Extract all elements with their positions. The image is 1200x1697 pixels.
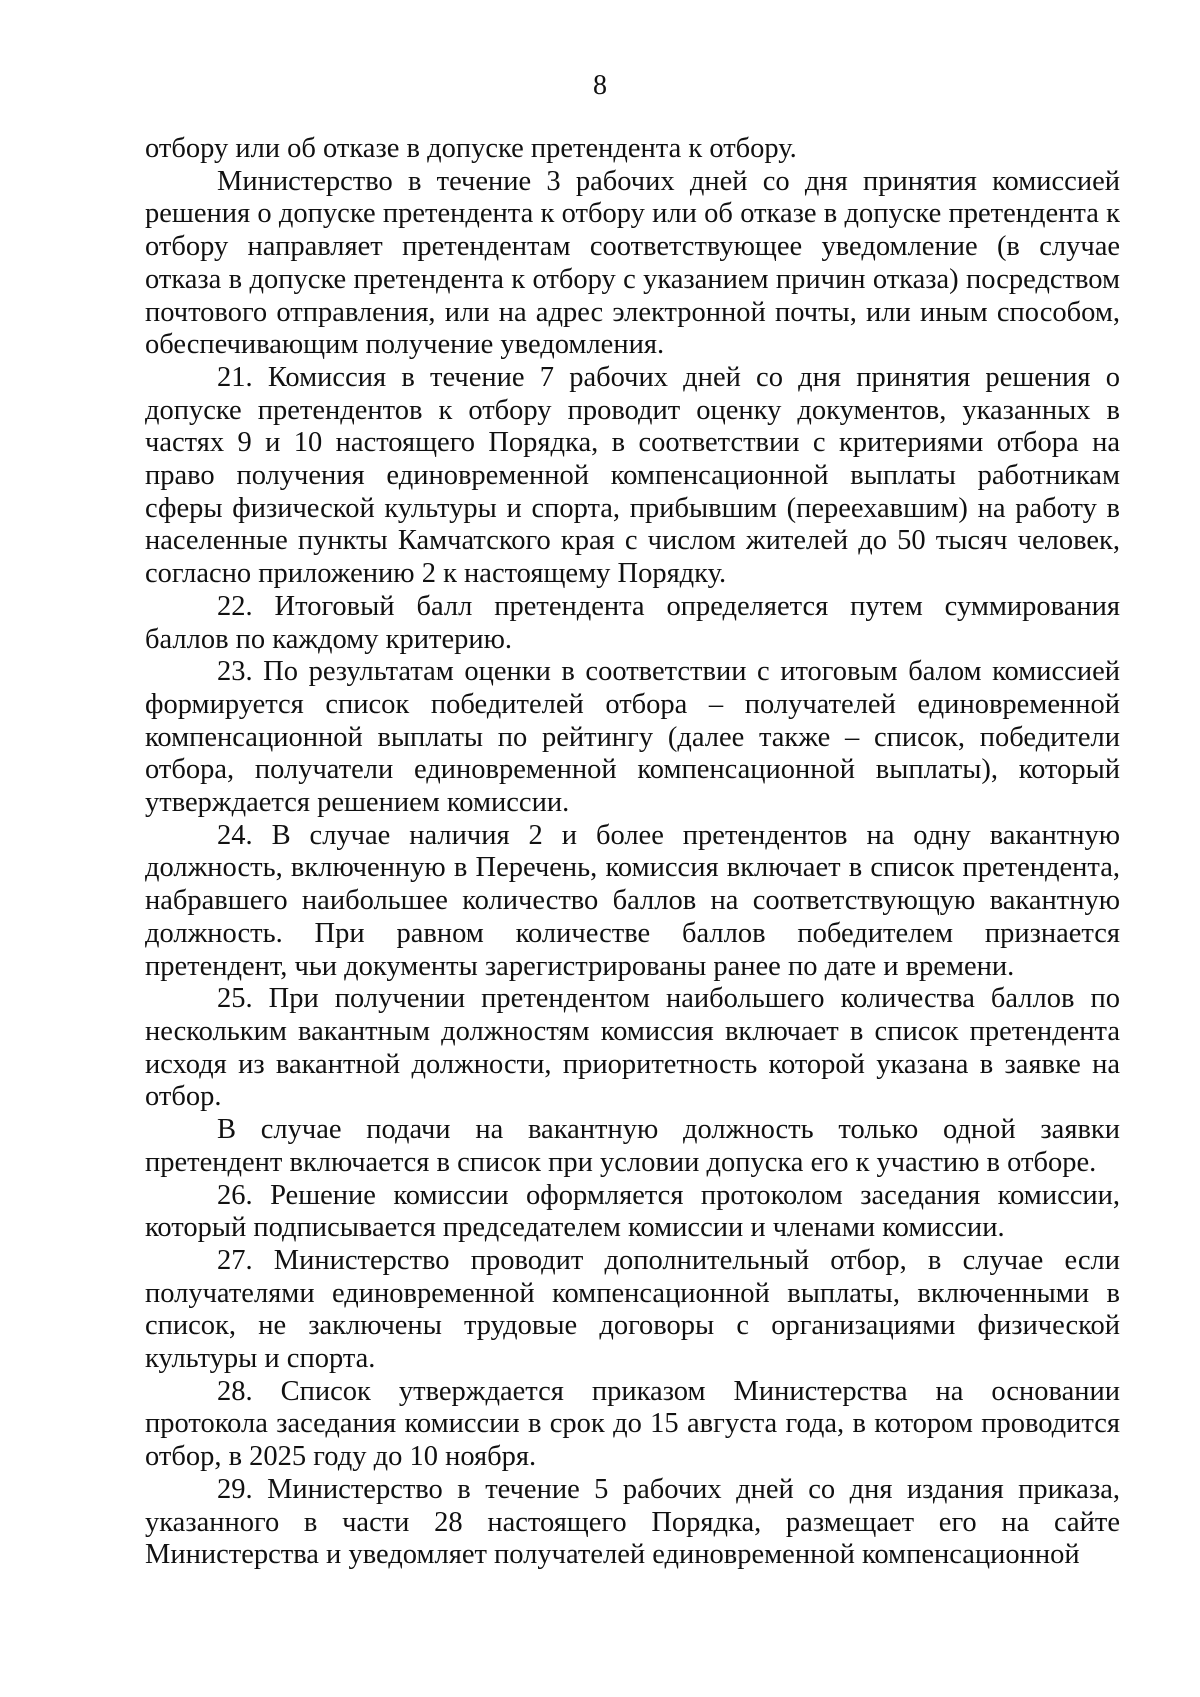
body-text — [145, 133, 1120, 1572]
paragraph-24: 24. В случае наличия 2 и более претендентов на одну вакантную должность, включенную в Перечень, комиссия включает в список претендента, набравшего наибольшее количество баллов на соответствующую вакантную должность. При равном количестве баллов победителем признается претендент, чьи документы зарегистрированы ранее по дате и времени. — [145, 819, 1120, 982]
paragraph-27: 27. Министерство проводит дополнительный отбор, в случае если получателями единовременной компенсационной выплаты, включенными в список, не заключены трудовые договоры с организациями физической культуры и спорта. — [145, 1244, 1120, 1375]
paragraph-26: 26. Решение комиссии оформляется протоколом заседания комиссии, который подписывается председателем комиссии и членами комиссии. — [145, 1179, 1120, 1244]
paragraph-continuation: отбору или об отказе в допуске претендента к отбору. — [145, 133, 797, 164]
paragraph-21: 21. Комиссия в течение 7 рабочих дней со дня принятия решения о допуске претендентов к отбору проводит оценку документов, указанных в частях 9 и 10 настоящего Порядка, в соответствии с критериями отбора на право получения единовременной компенсационной выплаты работникам сферы физической культуры и спорта, прибывшим (переехавшим) на работу в населенные пункты Камчатского края с числом жителей до 50 тысяч человек, согласно приложению 2 к настоящему Порядку. — [145, 361, 1120, 590]
paragraph-28: 28. Список утверждается приказом Министерства на основании протокола заседания комиссии в срок до 15 августа года, в котором проводится отбор, в 2025 году до 10 ноября. — [145, 1375, 1120, 1473]
paragraph-22: 22. Итоговый балл претендента определяется путем суммирования баллов по каждому критерию. — [145, 590, 1120, 655]
paragraph-29: 29. Министерство в течение 5 рабочих дней со дня издания приказа, указанного в части 28 настоящего Порядка, размещает его на сайте Министерства и уведомляет получателей единовременной компенсационной — [145, 1473, 1120, 1571]
paragraph-23: 23. По результатам оценки в соответствии с итоговым балом комиссией формируется список победителей отбора – получателей единовременной компенсационной выплаты по рейтингу (далее также – список, победители отбора, получатели единовременной компенсационной выплаты), который утверждается решением комиссии. — [145, 656, 1120, 819]
paragraph-notification: Министерство в течение 3 рабочих дней со дня принятия комиссией решения о допуске претендента к отбору или об отказе в допуске претендента к отбору направляет претендентам соответствующее уведомление (в случае отказа в допуске претендента к отбору с указанием причин отказа) посредством почтового отправления, или на адрес электронной почты, или иным способом, обеспечивающим получение уведомления. — [145, 165, 1120, 361]
paragraph-25: 25. При получении претендентом наибольшего количества баллов по нескольким вакантным должностям комиссия включает в список претендента исходя из вакантной должности, приоритетность которой указана в заявке на отбор. — [145, 983, 1120, 1113]
paragraph-single-application: В случае подачи на вакантную должность только одной заявки претендент включается в список при условии допуска его к участию в отборе. — [145, 1114, 1120, 1178]
page-number: 8 — [593, 70, 607, 101]
